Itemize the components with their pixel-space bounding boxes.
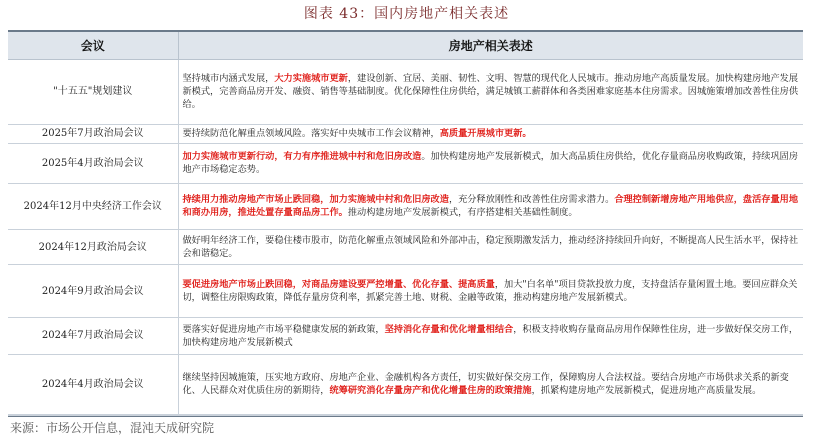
statement-text: 。加快构建房地产发展新模式，加大高品质住房供给，优化存量商品房收购政策，持续巩固房地产市场稳定态势。	[182, 151, 799, 176]
statement-text: 要落实好促进房地产市场平稳健康发展的新政策，	[182, 323, 385, 335]
statement-text: 做好明年经济工作，要稳住楼市股市，防范化解重点领域风险和外部冲击，稳定预期激发活力，推动经济持续回升向好，不断提高人民生活水平，保持社会和谐稳定。	[182, 235, 799, 260]
statement-text: 继续坚持因城施策，压实地方政府、房地产企业、金融机构各方责任，切实做好保交房工作，保障购房人合法权益。要结合房地产市场供求关系的新变化、人民群众对优质住房的新期待，	[182, 372, 789, 397]
statement-cell	[178, 143, 803, 183]
statement-text: ，建设创新、宜居、美丽、韧性、文明、智慧的现代化人民城市。推动房地产高质量发展。加快构建房地产发展新模式，完善商品房开发、融资、销售等基础制度。优化保障性住房供给，满足城镇工薪群体和各类困难家庭基本住房需求。因城施策增加改善性住房供给。	[182, 73, 799, 111]
table-header-row	[8, 32, 803, 60]
table-row	[8, 60, 803, 125]
statement-text: ，充分释放刚性和改善性住房需求潜力。	[448, 194, 615, 206]
highlighted-text: 加力实施城市更新行动，有力有序推进城中村和危旧房改造	[182, 151, 422, 163]
statement-text: ，积极支持收购存量商品房用作保障性住房，进一步做好保交房工作，加快构建房地产发展新模式	[182, 323, 799, 348]
table-row	[8, 229, 803, 265]
meeting-cell: 2024年4月政治局会议	[8, 354, 178, 414]
table-row	[8, 143, 803, 183]
highlighted-text: 坚持消化存量和优化增量相结合	[384, 323, 514, 335]
statement-cell	[178, 124, 803, 143]
statement-text: 坚持城市内涵式发展，	[182, 73, 275, 85]
meeting-cell: 2025年4月政治局会议	[8, 143, 178, 183]
highlighted-text: 要促进房地产市场止跌回稳，对商品房建设要严控增量、优化存量、提高质量	[182, 279, 495, 291]
highlighted-text: 高质量开展城市更新。	[439, 128, 532, 140]
meeting-cell: "十五五"规划建议	[8, 60, 178, 125]
header-statement: 房地产相关表述	[178, 32, 803, 60]
statement-cell	[178, 183, 803, 229]
highlighted-text: 大力实施城市更新	[274, 73, 348, 85]
figure-caption: 图表 43：国内房地产相关表述	[303, 6, 510, 22]
table-row	[8, 354, 803, 414]
statement-cell	[178, 265, 803, 318]
meeting-cell: 2024年12月政治局会议	[8, 229, 178, 265]
statement-text: 要持续防范化解重点领域风险。落实好中央城市工作会议精神，	[182, 128, 440, 140]
highlighted-text: 合理控制新增房地产用地供应，盘活存量用地和商办用房，推进处置存量商品房工作。	[182, 194, 799, 219]
statement-cell	[178, 60, 803, 125]
meeting-cell: 2025年7月政治局会议	[8, 124, 178, 143]
policy-table	[8, 30, 803, 417]
statement-cell	[178, 354, 803, 414]
table-row	[8, 265, 803, 318]
statement-text: ，加大"白名单"项目贷款投放力度，支持盘活存量闲置土地。要回应群众关切，调整住房限购政策，降低存量房贷利率，抓紧完善土地、财税、金融等政策，推动构建房地产发展新模式。	[182, 279, 798, 304]
table-row	[8, 124, 803, 143]
statement-text: 推动构建房地产发展新模式，有序搭建相关基础性制度。	[347, 207, 578, 219]
source-note: 来源：市场公开信息，混沌天成研究院	[10, 421, 215, 435]
highlighted-text: 统筹研究消化存量房产和优化增量住房的政策措施	[329, 385, 532, 397]
source-divider	[8, 415, 803, 416]
meeting-cell: 2024年12月中央经济工作会议	[8, 183, 178, 229]
table-row	[8, 183, 803, 229]
meeting-cell: 2024年9月政治局会议	[8, 265, 178, 318]
header-meeting: 会议	[8, 32, 178, 60]
statement-cell	[178, 318, 803, 355]
statement-cell	[178, 229, 803, 265]
highlighted-text: 持续用力推动房地产市场止跌回稳，加力实施城中村和危旧房改造	[182, 194, 449, 206]
statement-text: ，抓紧构建房地产发展新模式，促进房地产高质量发展。	[531, 385, 762, 397]
meeting-cell: 2024年7月政治局会议	[8, 318, 178, 355]
table-row	[8, 318, 803, 355]
